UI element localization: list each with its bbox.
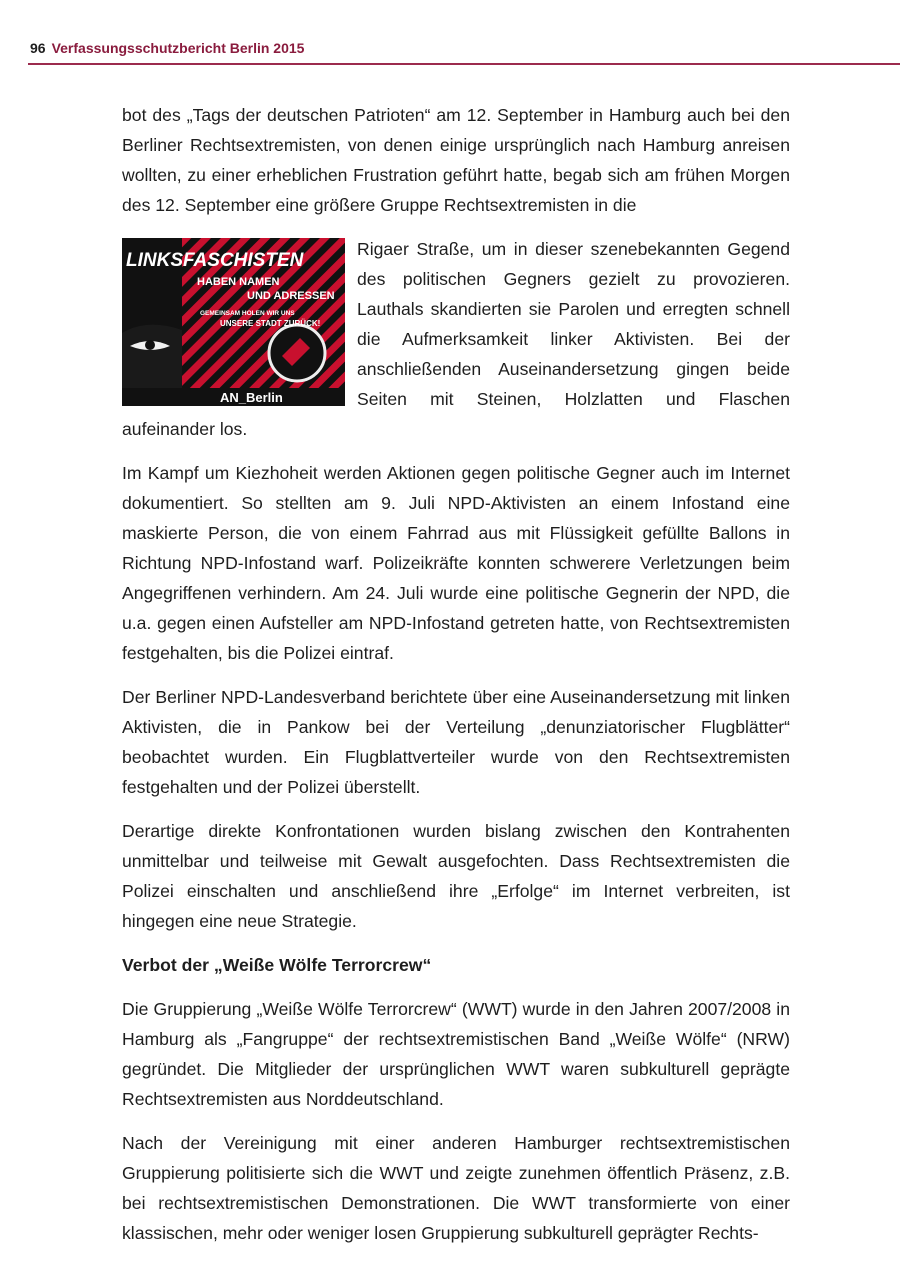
section-heading: Verbot der „Weiße Wölfe Terrorcrew“: [122, 955, 432, 975]
propaganda-graphic: [122, 238, 345, 406]
image-footer-text: AN_Berlin: [220, 390, 283, 405]
image-text-line3: UND ADRESSEN: [247, 290, 335, 302]
paragraph-intro-a: bot des „Tags der deutschen Patrioten“ am 12. September in Hamburg auch bei den Berliner Rechtsextremisten, von denen einige ursprünglich nach Hamburg anreisen wollten, zu einer erheblichen Frustration geführt hatte, begab sich am frühen Morgen des 12. September eine größere Gruppe Rechtsextremisten in die: [122, 105, 790, 215]
image-text-line2: HABEN NAMEN: [197, 276, 280, 288]
header-rule: [28, 63, 900, 65]
image-text-line5: UNSERE STADT ZURÜCK!: [220, 319, 321, 328]
paragraph-pankow: Der Berliner NPD-Landesverband berichtete über eine Auseinandersetzung mit linken Aktivisten, die in Pankow bei der Verteilung „denunziatorischer Flugblätter“ beobachtet wurden. Ein Flugblattverteiler wurde von den Rechtsextremisten festgehalten und der Polizei überstellt.: [122, 687, 790, 797]
header-title: Verfassungsschutzbericht Berlin 2015: [51, 40, 305, 56]
paragraph-intro-b: Rigaer Straße, um in dieser szenebekannten Gegend des politischen Gegners gezielt zu provozieren. Lauthals skandierten sie Parolen und erregten schnell die Aufmerksamkeit linker Aktivisten. Bei der anschließenden Auseinandersetzung gingen beide Seiten mit Steinen, Holzlatten und Flaschen aufeinander los.: [122, 239, 790, 439]
paragraph-wwt-origin: Die Gruppierung „Weiße Wölfe Terrorcrew“ (WWT) wurde in den Jahren 2007/2008 in Hamburg als „Fangruppe“ der rechtsextremistischen Band „Weiße Wölfe“ (NRW) gegründet. Die Mitglieder der ursprünglichen WWT waren subkulturell geprägte Rechtsextremisten aus Norddeutschland.: [122, 999, 790, 1109]
propaganda-image: [122, 238, 345, 406]
image-text-line1: LINKSFASCHISTEN: [126, 250, 304, 271]
paragraph-internet: Im Kampf um Kiezhoheit werden Aktionen gegen politische Gegner auch im Internet dokumentiert. So stellten am 9. Juli NPD-Aktivisten an einem Infostand eine maskierte Person, die von einem Fahrrad aus mit Flüssigkeit gefüllte Ballons in Richtung NPD-Infostand warf. Polizeikräfte konnten schwerere Verletzungen beim Angegriffenen verhindern. Am 24. Juli wurde eine politische Gegnerin der NPD, die u.a. gegen einen Aufsteller am NPD-Infostand getreten hatte, von Rechtsextremisten festgehalten, bis die Polizei eintraf.: [122, 463, 790, 663]
image-text-line4: GEMEINSAM HOLEN WIR UNS: [200, 310, 295, 317]
running-header: [30, 40, 304, 56]
paragraph-strategy: Derartige direkte Konfrontationen wurden bislang zwischen den Kontrahenten unmittelbar und teilweise mit Gewalt ausgefochten. Dass Rechtsextremisten die Polizei einschalten und anschließend ihre „Erfolge“ im Internet verbreiten, ist hingegen eine neue Strategie.: [122, 821, 790, 931]
paragraph-wwt-transformation: Nach der Vereinigung mit einer anderen Hamburger rechtsextremistischen Gruppierung politisierte sich die WWT und zeigte zunehmen öffentlich Präsenz, z.B. bei rechtsextremistischen Demonstrationen. Die WWT transformierte von einer klassischen, mehr oder weniger losen Gruppierung subkulturell geprägter Rechts-: [122, 1133, 790, 1243]
page-content: [122, 100, 790, 1262]
page-number: 96: [30, 40, 46, 56]
